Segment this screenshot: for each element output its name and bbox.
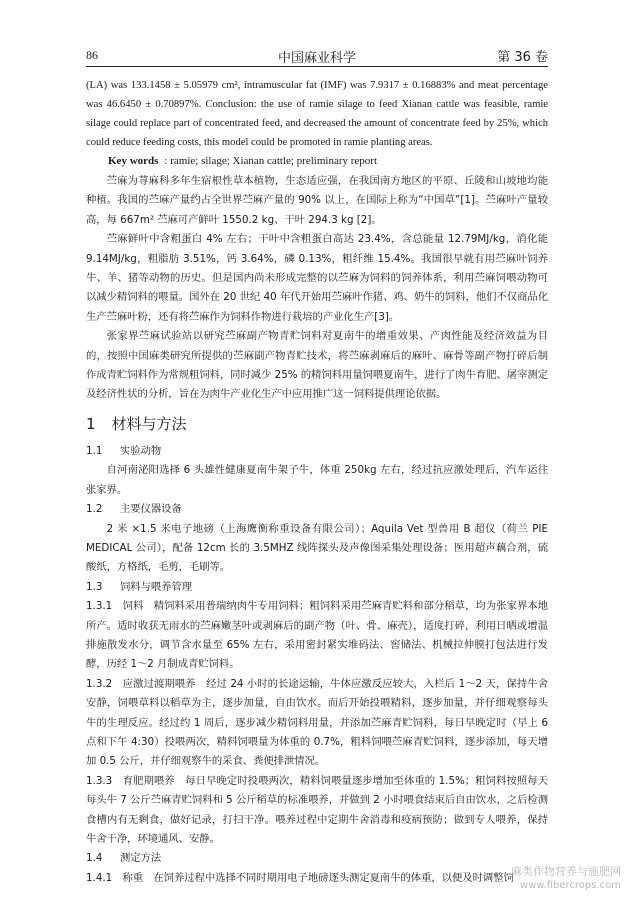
volume-label: 第 36 卷 [497,50,548,65]
paragraph-1-3-3: 1.3.3 育肥期喂养 每日早晚定时投喂两次，精料饲喂量逐步增加至体重的 1.5%；粗饲料按照每天每头牛 7 公斤苎麻青贮饲料和 5 公斤稻草的标准喂养，并做到 2 小时喂食结束后自由饮水，之后检测食槽内有无剩食，做好记录，打扫干净。喂养过程中定期牛舍消毒和疫病预防；做到专人喂养，保持牛舍干净，环境通风、安静。 [86,774,548,845]
watermark-url: www.fibercrops.com [519,880,621,891]
section-title: 材料与方法 [111,414,187,433]
section-heading-1 [86,413,548,434]
keywords-label: Key words [108,155,159,167]
site-watermark [511,865,621,893]
subsection-heading-1-3 [86,578,548,597]
subsection-heading-1-2 [86,500,548,519]
subsection-title: 主要仪器设备 [120,503,182,516]
abstract-tail: (LA) was 133.1458 ± 5.05979 cm², intramuscular fat (IMF) was 7.9317 ± 0.16883% and meat percentage was 46.6450 ± 0.70897%. Conclusion: the use of ramie silage to feed Xianan cattle was feasible, ramie silage could replace part of concentrated feed, and decreased the amount of concentrate feed by 25%, which could reduce feeding costs, this model could be promoted in ramie planting areas. [86,80,548,148]
subsection-title: 饲料与喂养管理 [120,580,193,593]
paragraph-1-3-1: 1.3.1 饲料 精饲料采用普瑞纳肉牛专用饲料；粗饲料采用苎麻青贮料和部分稻草，均为张家界本地所产。适时收获无雨水的苎麻嫩茎叶或剥麻后的副产物（叶、骨、麻壳），适度打碎，利用日晒或增温排施散发水分，调节含水量至 65% 左右，采用密封紧实堆码法、窖储法、机械拉伸膜打包法进行发酵，历经 1～2 月制成青贮饲料。 [86,600,548,671]
keywords [108,152,548,170]
paragraph-1-3-2: 1.3.2 应激过渡期喂养 经过 24 小时的长途运输，牛体应激反应较大，入栏后 1～2 天，保持牛舍安静，饲喂草料以稻草为主，逐步加量，自由饮水。而后开始投喂精料，逐步加量，并仔细观察每头牛的生理反应。经过约 1 周后，逐步减少精饲料用量，并添加苎麻青贮饲料，每日早晚定时（早上 6 点和下午 4:30）投喂两次，精料饲喂量为体重的 0.7%，粗料饲喂苎麻青贮饲料，逐步添加，每天增加 0.5 公斤，并仔细观察牛的采食、粪便排泄情况。 [86,677,548,768]
paragraph-1-2: 2 米 ×1.5 米电子地磅（上海鹰衡称重设备有限公司）；Aquila Vet 型兽用 B 超仪（荷兰 PIE MEDICAL 公司），配备 12cm 长的 3.5MHZ 线阵探头及声像图采集处理设备；医用超声藕合剂，硫酸纸，方格纸，毛剪，毛刷等。 [86,522,548,574]
paragraph-1-4-1: 1.4.1 称重 在饲养过程中选择不同时期用电子地磅逐头测定夏南牛的体重，以便及时调整饲 [86,871,514,884]
intro-paragraph-2: 苎麻鲜叶中含粗蛋白 4% 左右；干叶中含粗蛋白高达 23.4%，含总能量 12.79MJ/kg，消化能 9.14MJ/kg，粗脂肪 3.51%，钙 3.64%，磷 0.13%，粗纤维 15.4%。我国很早就有用苎麻叶饲养牛、羊、猪等动物的历史。但是国内尚未形成完整的以苎麻为饲料的饲养体系，利用苎麻饲喂动物可以减少精饲料的喂量。国外在 20 世纪 40 年代开始用苎麻叶作猪、鸡、奶牛的饲料，他们不仅商品化生产苎麻叶粉，还有将苎麻作为饲料作物进行栽培的产业化生产[3]。 [86,233,548,323]
subsection-number: 1.4 [86,852,103,865]
journal-title: 中国麻业科学 [277,51,356,66]
subsection-number: 1.2 [86,503,103,516]
subsection-heading-1-4 [86,849,548,868]
subsection-title: 实验动物 [120,444,162,457]
subsection-number: 1.3 [86,580,103,593]
running-header [86,44,548,67]
subsection-title: 测定方法 [120,852,162,865]
subsection-heading-1-1 [86,442,548,461]
paragraph-1-1: 自河南泌阳选择 6 头雄性健康夏南牛架子牛，体重 250kg 左右，经过抗应激处理后，汽车运往张家界。 [86,464,548,496]
watermark-name: 麻类作物营养与施肥网 [511,865,621,878]
section-number: 1 [86,414,96,433]
keywords-text: : ramie; silage; Xianan cattle; preliminary report [164,155,378,167]
page-number: 86 [86,48,98,62]
intro-paragraph-1: 苎麻为荨麻科多年生宿根性草本植物，生态适应强，在我国南方地区的平原、丘陵和山坡地均能种植。我国的苎麻产量约占全世界苎麻产量的 90% 以上，在国际上称为“中国草”[1]。苎麻叶产量较高，每 667m² 苎麻可产鲜叶 1550.2 kg、干叶 294.3 kg [2]。 [86,175,548,226]
subsection-number: 1.1 [86,444,103,457]
intro-paragraph-3: 张家界苎麻试验站以研究苎麻副产物青贮饲料对夏南牛的增重效果、产肉性能及经济效益为目的，按照中国麻类研究所提供的苎麻副产物青贮技术，将苎麻剥麻后的麻叶、麻骨等副产物打碎后制作成青贮饲料作为常规粗饲料，同时减少 25% 的精饲料用量饲喂夏南牛，进行了肉牛育肥、屠宰测定及经济性状的分析，旨在为肉牛产业化生产中应用推广这一饲料提供理论依据。 [86,330,548,401]
article-body [86,76,548,888]
